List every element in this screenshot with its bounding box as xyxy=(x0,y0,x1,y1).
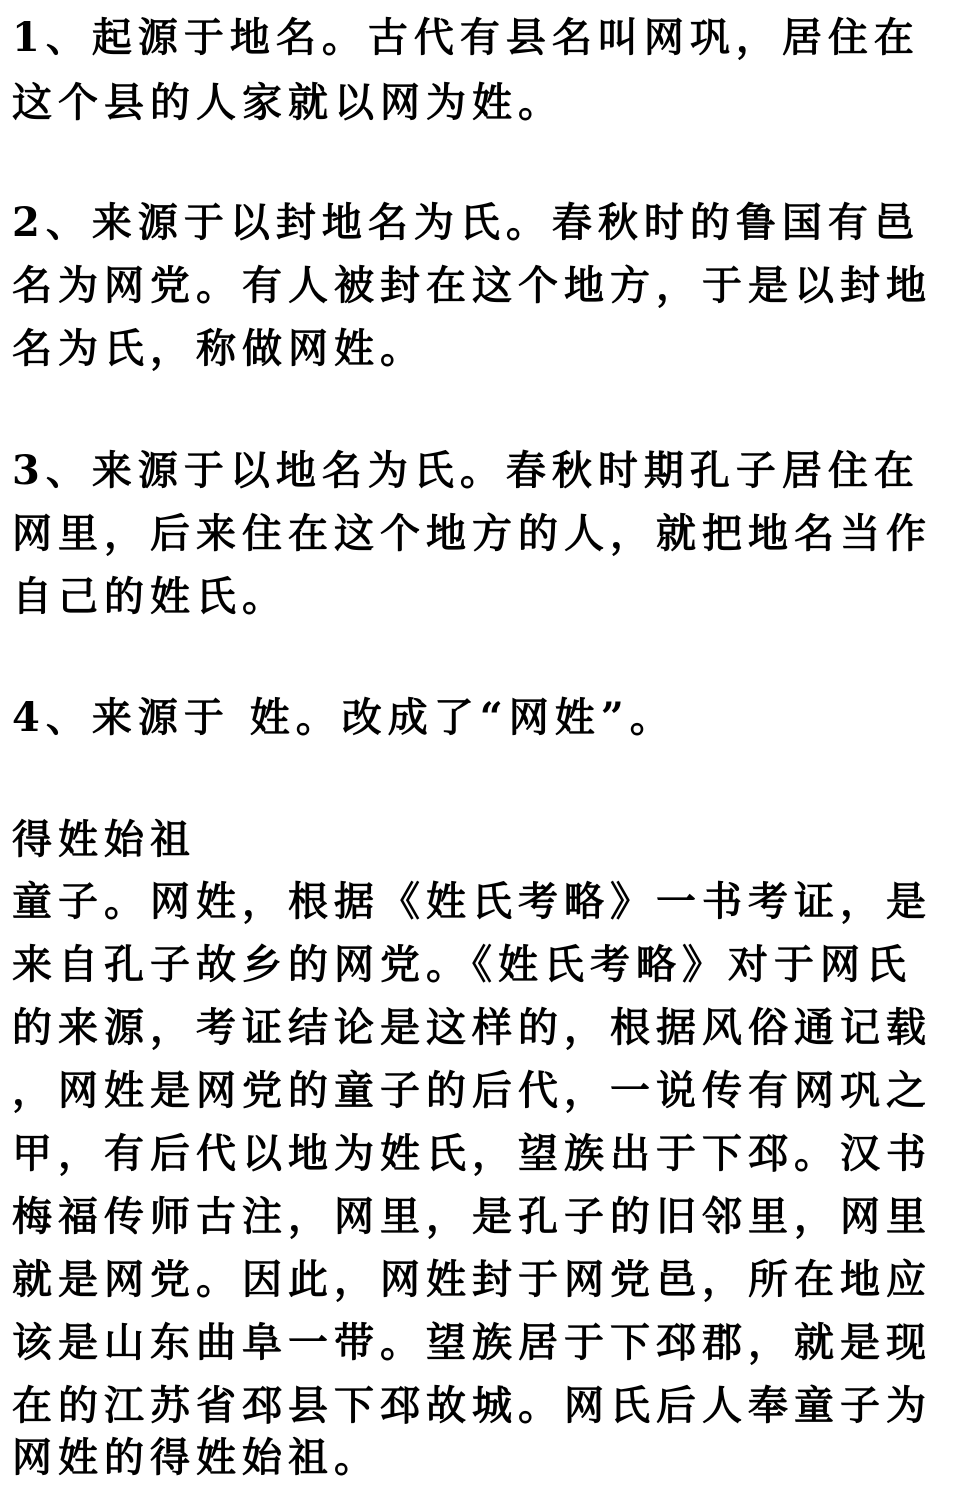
section-2-line-3: 名为氏，称做网姓。 xyxy=(12,325,426,372)
section-5-line-4: ，网姓是网党的童子的后代，一说传有网巩之 xyxy=(12,1067,932,1114)
section-5-line-2: 来自孔子故乡的网党。《姓氏考略》对于网氏 xyxy=(12,941,912,988)
section-5-line-5: 甲，有后代以地为姓氏，望族出于下邳。汉书 xyxy=(12,1130,932,1177)
section-5-line-9: 在的江苏省邳县下邳故城。网氏后人奉童子为 xyxy=(12,1382,932,1429)
section-2-line-2: 名为网党。有人被封在这个地方，于是以封地 xyxy=(12,262,932,309)
section-3-line-1: 3、来源于以地名为氏。春秋时期孔子居住在 xyxy=(12,447,920,494)
section-5-line-10: 网姓的得姓始祖。 xyxy=(12,1434,380,1481)
section-3-line-3: 自己的姓氏。 xyxy=(12,573,288,620)
section-5-line-3: 的来源，考证结论是这样的，根据风俗通记载 xyxy=(12,1004,932,1051)
section-5-line-6: 梅福传师古注，网里，是孔子的旧邻里，网里 xyxy=(12,1193,932,1240)
section-5-line-8: 该是山东曲阜一带。望族居于下邳郡，就是现 xyxy=(12,1319,932,1366)
section-heading: 得姓始祖 xyxy=(12,816,196,863)
section-1-line-1: 1、起源于地名。古代有县名叫网巩，居住在 xyxy=(12,14,920,61)
section-3-line-2: 网里，后来住在这个地方的人，就把地名当作 xyxy=(12,510,932,557)
section-4-line-1: 4、来源于 姓。改成了“网姓”。 xyxy=(12,694,676,741)
section-2-line-1: 2、来源于以封地名为氏。春秋时的鲁国有邑 xyxy=(12,199,920,246)
section-5-line-7: 就是网党。因此，网姓封于网党邑，所在地应 xyxy=(12,1256,932,1303)
section-5-line-1: 童子。网姓，根据《姓氏考略》一书考证，是 xyxy=(12,878,932,925)
section-1-line-2: 这个县的人家就以网为姓。 xyxy=(12,79,564,126)
